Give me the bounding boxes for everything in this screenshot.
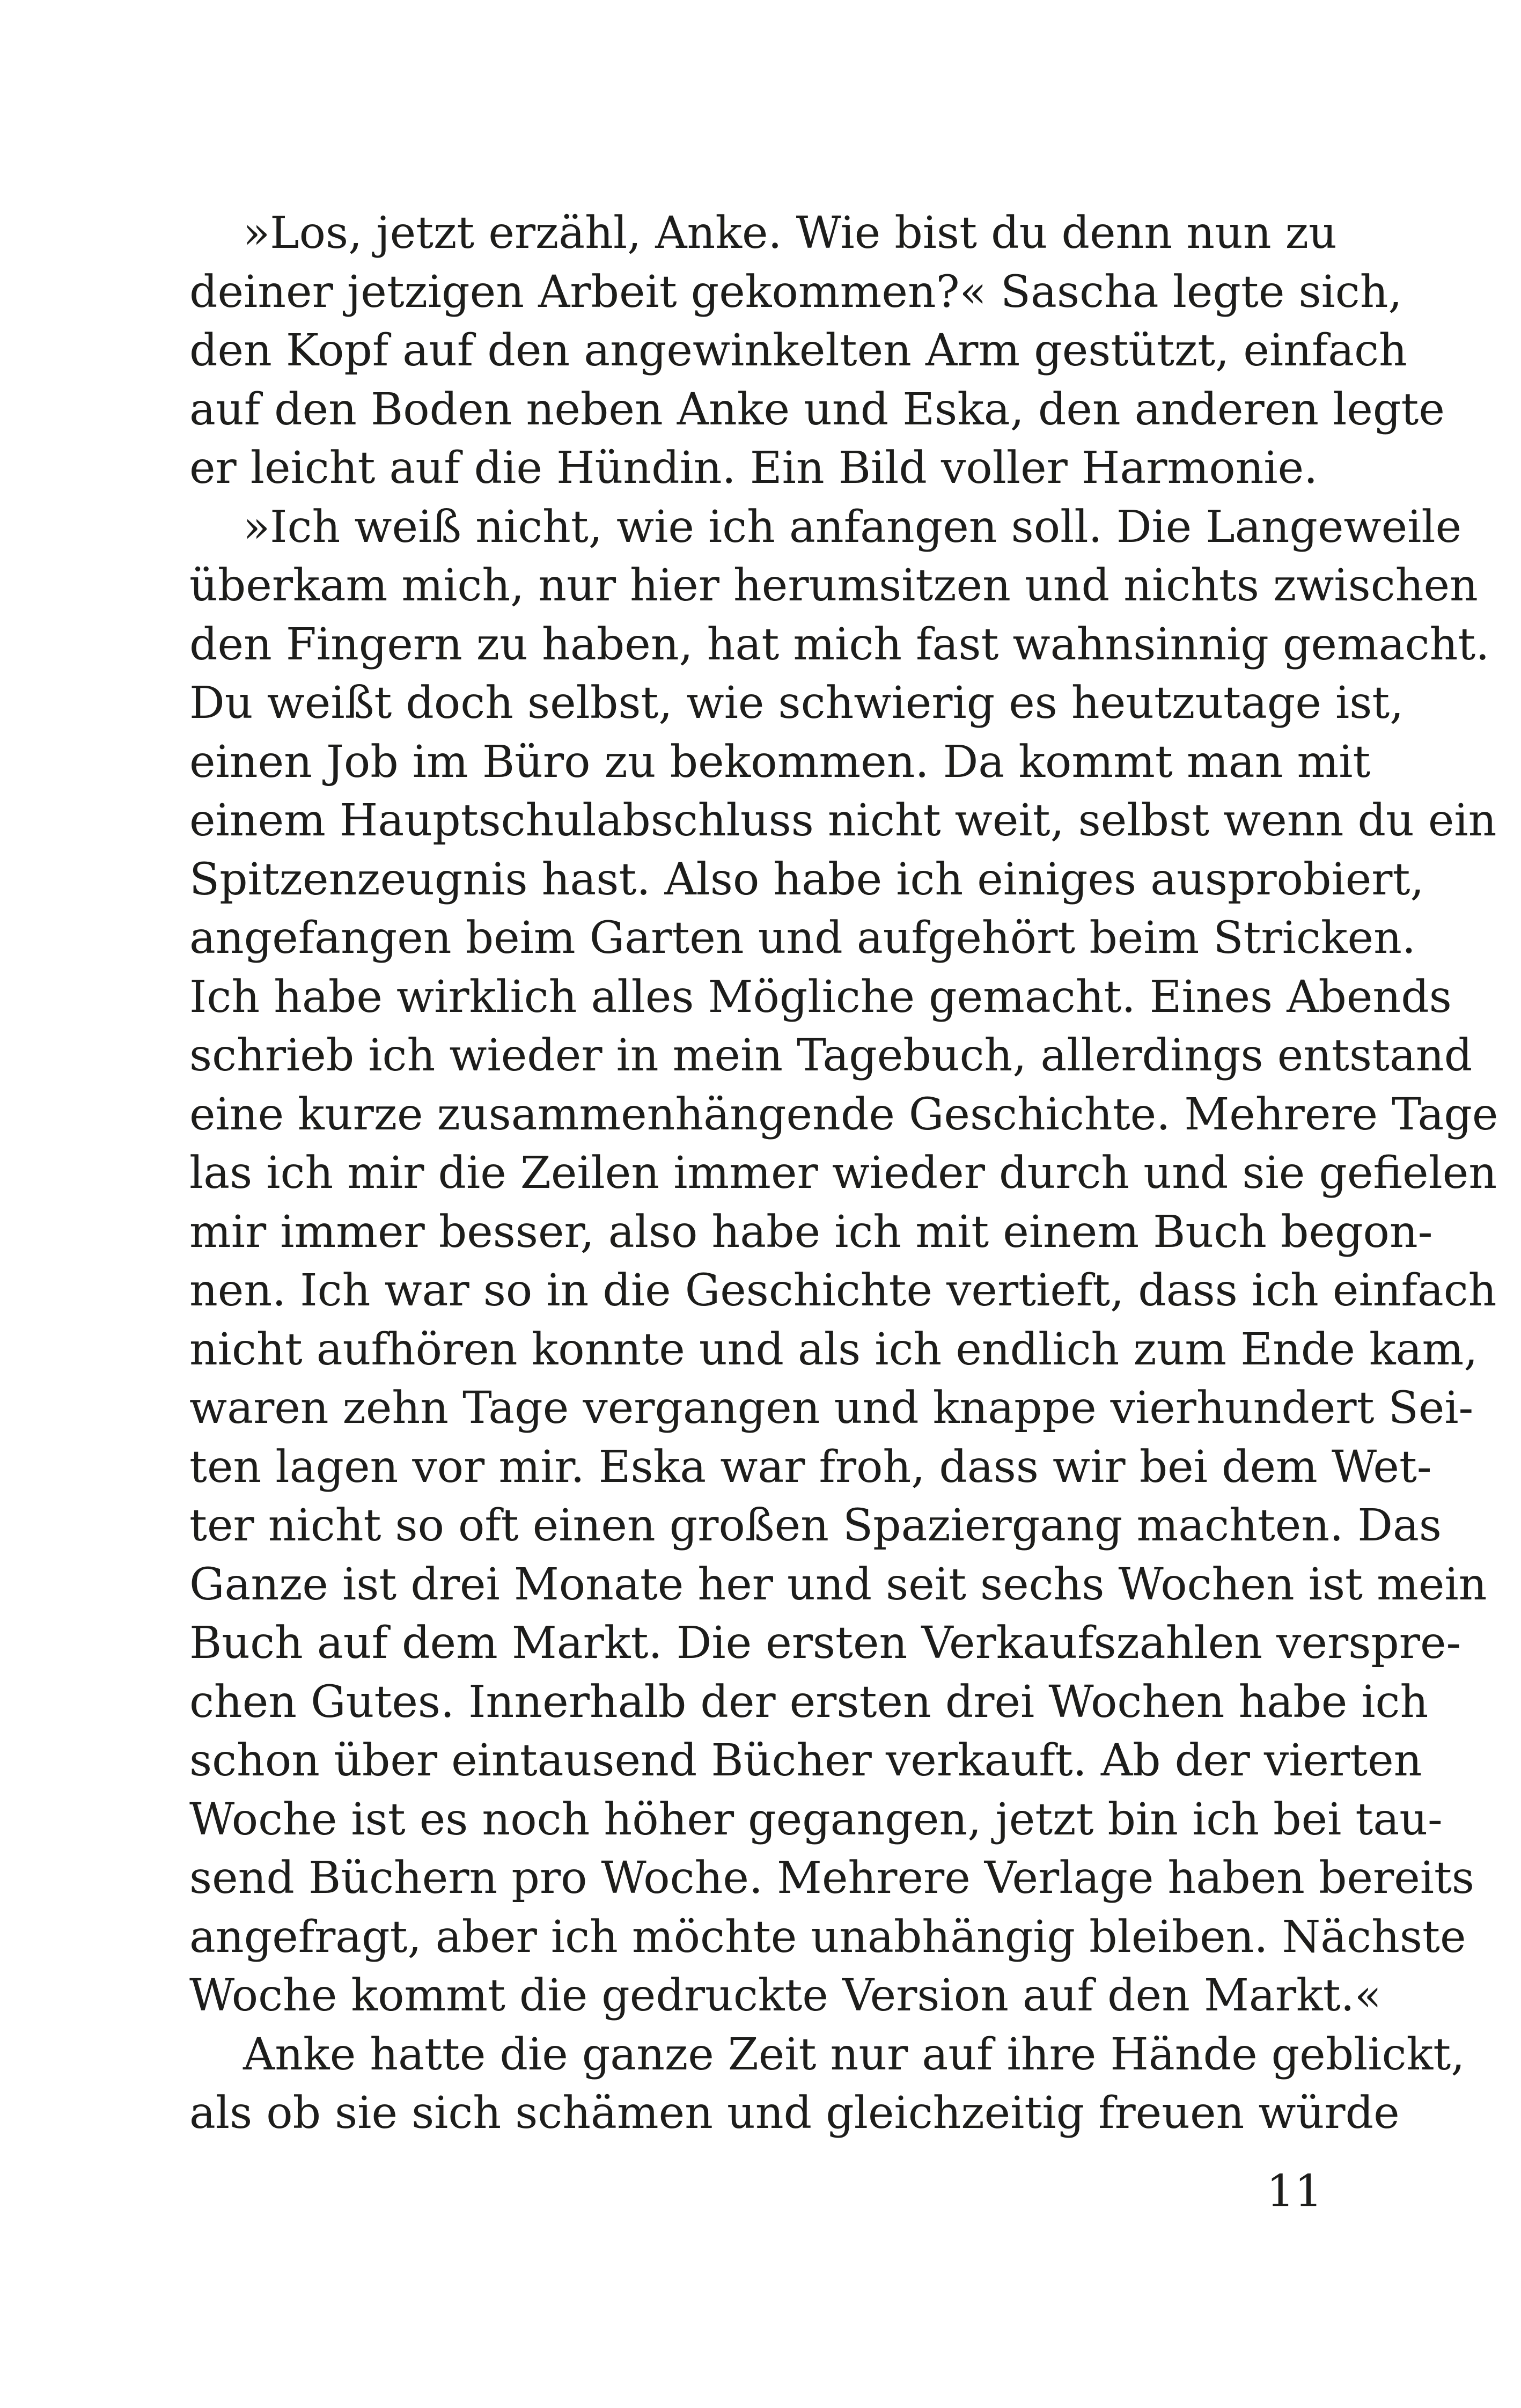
text-line: Ich habe wirklich alles Mögliche gemacht. Eines Abends — [189, 971, 1452, 1023]
text-line-p1-end: er leicht auf die Hündin. Ein Bild voller Harmonie. — [189, 443, 1318, 494]
text-line: Buch auf dem Markt. Die ersten Verkaufszahlen verspre- — [189, 1618, 1461, 1669]
text-line: send Büchern pro Woche. Mehrere Verlage haben bereits — [189, 1853, 1475, 1904]
text-line: nicht aufhören konnte und als ich endlich zum Ende kam, — [189, 1324, 1478, 1375]
text-line: auf den Boden neben Anke und Eska, den anderen legte — [189, 384, 1445, 435]
text-line: deiner jetzigen Arbeit gekommen?« Sascha legte sich, — [189, 266, 1402, 318]
text-line: schon über eintausend Bücher verkauft. Ab der vierten — [189, 1735, 1422, 1786]
text-line: Woche ist es noch höher gegangen, jetzt bin ich bei tau- — [189, 1794, 1443, 1845]
page-number: 11 — [1266, 2166, 1322, 2217]
text-line: schrieb ich wieder in mein Tagebuch, allerdings entstand — [189, 1030, 1473, 1081]
text-line: einen Job im Büro zu bekommen. Da kommt man mit — [189, 736, 1371, 788]
text-line-p2-start: »Ich weiß nicht, wie ich anfangen soll. Die Langeweile — [243, 501, 1462, 553]
text-line: ter nicht so oft einen großen Spaziergang machten. Das — [189, 1500, 1442, 1551]
text-line: nen. Ich war so in die Geschichte vertieft, dass ich einfach — [189, 1265, 1497, 1316]
text-line: chen Gutes. Innerhalb der ersten drei Wochen habe ich — [189, 1676, 1429, 1728]
text-line: überkam mich, nur hier herumsitzen und nichts zwischen — [189, 560, 1478, 611]
text-line: als ob sie sich schämen und gleichzeitig freuen würde — [189, 2088, 1400, 2139]
text-line-p3-start: Anke hatte die ganze Zeit nur auf ihre Hände geblickt, — [243, 2029, 1465, 2080]
text-line: Spitzenzeugnis hast. Also habe ich einiges ausprobiert, — [189, 854, 1424, 905]
text-line: angefragt, aber ich möchte unabhängig bleiben. Nächste — [189, 1911, 1466, 1963]
text-line: las ich mir die Zeilen immer wieder durch und sie gefielen — [189, 1148, 1497, 1199]
text-line: eine kurze zusammenhängende Geschichte. Mehrere Tage — [189, 1089, 1498, 1140]
text-line: ten lagen vor mir. Eska war froh, dass wir bei dem Wet- — [189, 1441, 1432, 1493]
text-line: den Fingern zu haben, hat mich fast wahnsinnig gemacht. — [189, 619, 1490, 670]
text-line: einem Hauptschulabschluss nicht weit, selbst wenn du ein — [189, 795, 1497, 846]
text-line-p2-end: Woche kommt die gedruckte Version auf den Markt.« — [189, 1970, 1382, 2021]
text-line: Du weißt doch selbst, wie schwierig es heutzutage ist, — [189, 678, 1404, 729]
text-line: Ganze ist drei Monate her und seit sechs Wochen ist mein — [189, 1559, 1487, 1610]
text-line-p1-start: »Los, jetzt erzähl, Anke. Wie bist du denn nun zu — [243, 208, 1337, 259]
text-line: mir immer besser, also habe ich mit einem Buch begon- — [189, 1206, 1433, 1258]
body-text — [189, 204, 1498, 2143]
text-line: den Kopf auf den angewinkelten Arm gestützt, einfach — [189, 325, 1407, 376]
text-line: angefangen beim Garten und aufgehört beim Stricken. — [189, 913, 1416, 964]
text-line: waren zehn Tage vergangen und knappe vierhundert Sei- — [189, 1383, 1474, 1434]
